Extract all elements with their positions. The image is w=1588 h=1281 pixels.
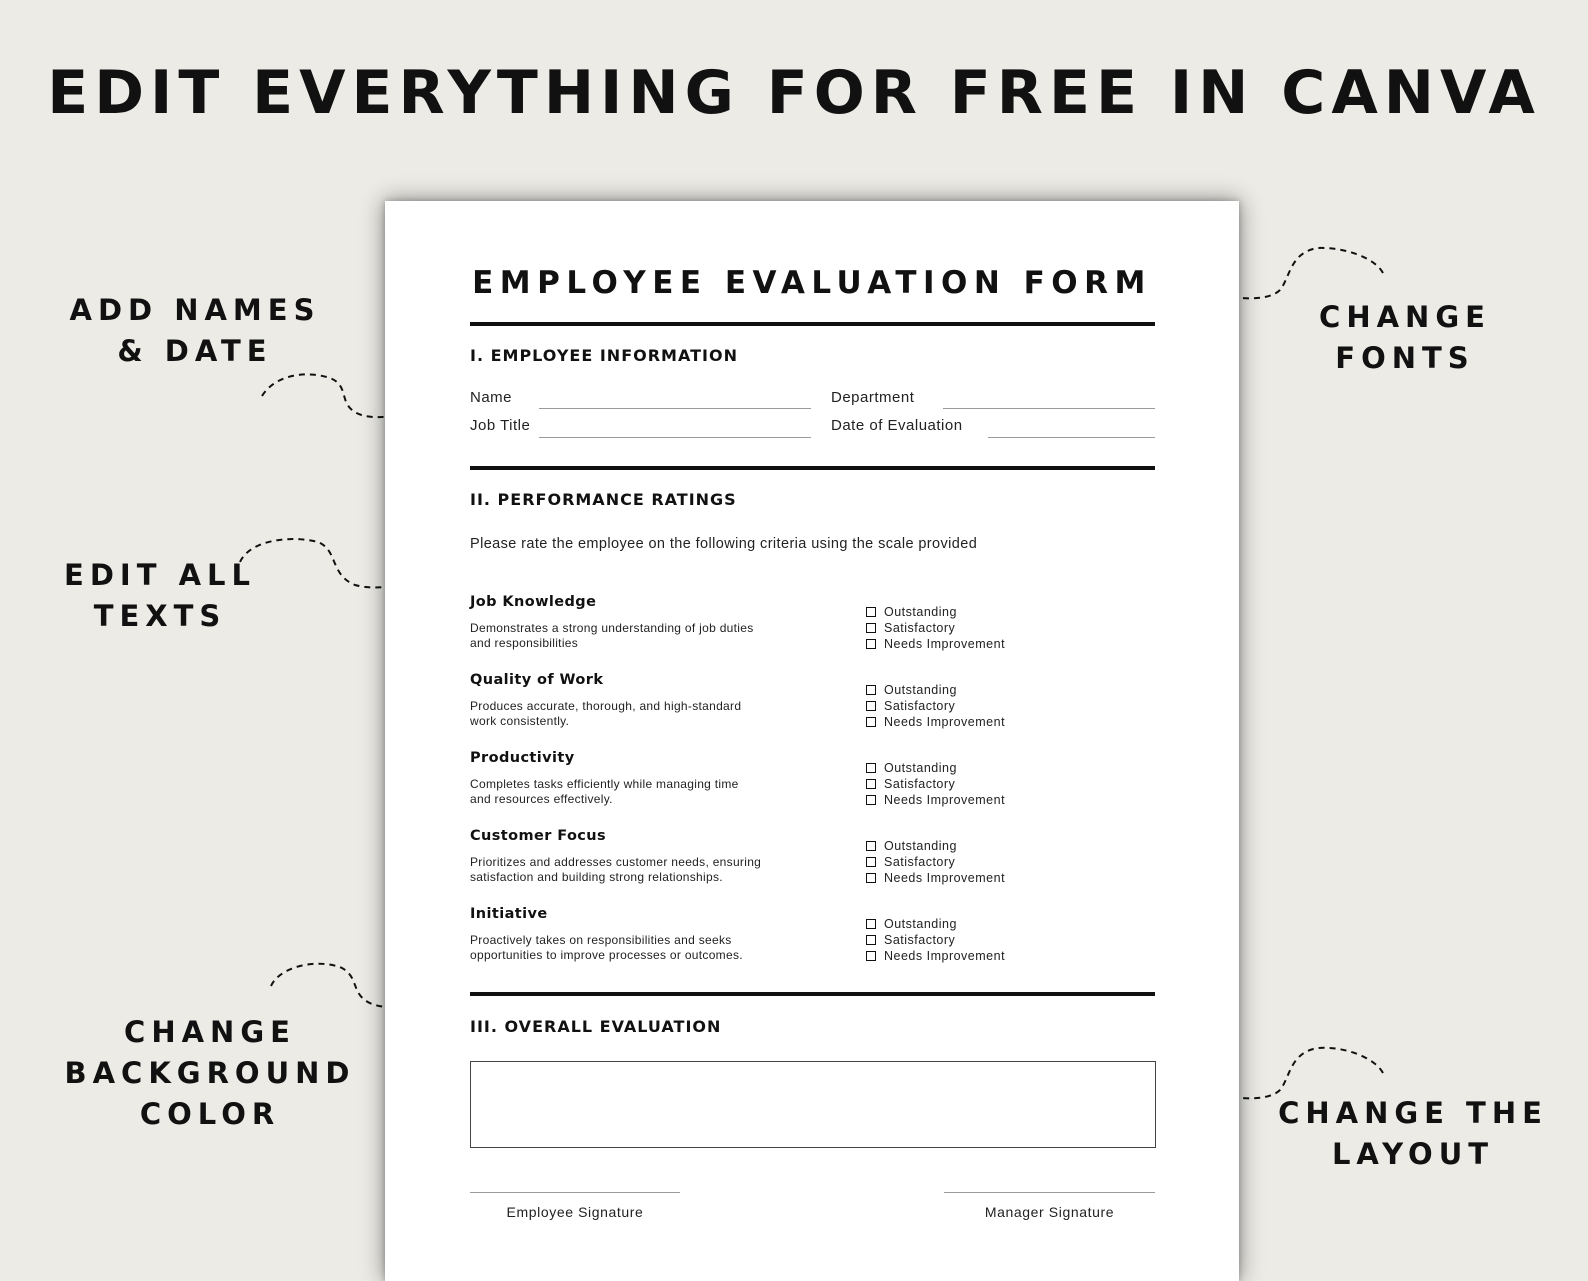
form-page <box>385 201 1239 1281</box>
option-label: Outstanding <box>884 917 957 931</box>
field-label-department: Department <box>831 389 915 406</box>
desc-line: and responsibilities <box>470 636 579 650</box>
option-label: Needs Improvement <box>884 715 1006 729</box>
criterion-description <box>470 855 800 885</box>
checkbox-icon[interactable] <box>866 607 876 617</box>
divider <box>470 322 1155 326</box>
criterion-title[interactable]: Customer Focus <box>470 828 607 844</box>
date-input-line[interactable] <box>988 437 1155 438</box>
headline: EDIT EVERYTHING FOR FREE IN CANVA <box>47 58 1541 128</box>
criterion-description <box>470 777 800 807</box>
rating-option[interactable] <box>866 776 1005 792</box>
option-label: Outstanding <box>884 839 957 853</box>
divider <box>470 992 1155 996</box>
rating-options <box>866 604 1005 652</box>
rating-option[interactable] <box>866 932 1005 948</box>
rating-option[interactable] <box>866 714 1005 730</box>
section-heading-employee-information[interactable]: I. EMPLOYEE INFORMATION <box>470 346 738 365</box>
callout-line: ADD NAMES <box>69 293 321 327</box>
checkbox-icon[interactable] <box>866 701 876 711</box>
callout-line: TEXTS <box>93 599 227 633</box>
desc-line: Completes tasks efficiently while managing time <box>470 777 739 791</box>
rating-options <box>866 760 1005 808</box>
employee-signature-line[interactable] <box>470 1192 680 1193</box>
rating-options <box>866 916 1005 964</box>
option-label: Satisfactory <box>884 855 956 869</box>
job-title-input-line[interactable] <box>539 437 811 438</box>
desc-line: and resources effectively. <box>470 792 613 806</box>
form-title[interactable]: EMPLOYEE EVALUATION FORM <box>472 265 1152 301</box>
section-heading-overall-evaluation[interactable]: III. OVERALL EVALUATION <box>470 1017 722 1036</box>
checkbox-icon[interactable] <box>866 951 876 961</box>
callout-line: LAYOUT <box>1331 1137 1495 1171</box>
desc-line: Proactively takes on responsibilities and seeks <box>470 933 732 947</box>
manager-signature-line[interactable] <box>944 1192 1155 1193</box>
rating-option[interactable] <box>866 870 1005 886</box>
rating-option[interactable] <box>866 792 1005 808</box>
callout-line: FONTS <box>1335 341 1475 375</box>
rating-option[interactable] <box>866 760 1005 776</box>
option-label: Outstanding <box>884 605 957 619</box>
option-label: Needs Improvement <box>884 871 1006 885</box>
criterion-description <box>470 699 800 729</box>
field-label-job-title: Job Title <box>470 417 531 434</box>
criterion-description <box>470 933 800 963</box>
option-label: Needs Improvement <box>884 793 1006 807</box>
checkbox-icon[interactable] <box>866 763 876 773</box>
section-heading-performance-ratings[interactable]: II. PERFORMANCE RATINGS <box>470 490 737 509</box>
checkbox-icon[interactable] <box>866 717 876 727</box>
divider <box>470 466 1155 470</box>
rating-option[interactable] <box>866 698 1005 714</box>
field-label-date-of-evaluation: Date of Evaluation <box>831 417 963 434</box>
callout-line: & DATE <box>117 334 273 368</box>
option-label: Satisfactory <box>884 933 956 947</box>
checkbox-icon[interactable] <box>866 623 876 633</box>
criterion-title[interactable]: Job Knowledge <box>470 594 597 610</box>
option-label: Satisfactory <box>884 699 956 713</box>
rating-option[interactable] <box>866 604 1005 620</box>
callout-line: BACKGROUND <box>64 1056 356 1090</box>
callout-line: CHANGE <box>1319 300 1491 334</box>
manager-signature-label: Manager Signature <box>984 1204 1115 1220</box>
rating-option[interactable] <box>866 620 1005 636</box>
rating-option[interactable] <box>866 916 1005 932</box>
rating-option[interactable] <box>866 838 1005 854</box>
desc-line: Prioritizes and addresses customer needs, ensuring <box>470 855 762 869</box>
desc-line: Demonstrates a strong understanding of job duties <box>470 621 754 635</box>
overall-evaluation-textbox[interactable] <box>470 1061 1156 1148</box>
department-input-line[interactable] <box>943 408 1155 409</box>
rating-option[interactable] <box>866 854 1005 870</box>
option-label: Needs Improvement <box>884 949 1006 963</box>
criterion-description <box>470 621 800 651</box>
option-label: Satisfactory <box>884 621 956 635</box>
checkbox-icon[interactable] <box>866 639 876 649</box>
option-label: Outstanding <box>884 683 957 697</box>
employee-signature-label: Employee Signature <box>506 1204 644 1220</box>
checkbox-icon[interactable] <box>866 857 876 867</box>
rating-option[interactable] <box>866 948 1005 964</box>
checkbox-icon[interactable] <box>866 841 876 851</box>
callout-line: CHANGE THE <box>1278 1096 1548 1130</box>
checkbox-icon[interactable] <box>866 935 876 945</box>
callout-line: COLOR <box>139 1097 281 1131</box>
field-label-name: Name <box>470 389 513 406</box>
desc-line: satisfaction and building strong relationships. <box>470 870 723 884</box>
callout-line: CHANGE <box>124 1015 296 1049</box>
desc-line: Produces accurate, thorough, and high-standard <box>470 699 742 713</box>
checkbox-icon[interactable] <box>866 873 876 883</box>
option-label: Satisfactory <box>884 777 956 791</box>
desc-line: work consistently. <box>470 714 570 728</box>
ratings-intro[interactable]: Please rate the employee on the following criteria using the scale provided <box>470 536 978 552</box>
checkbox-icon[interactable] <box>866 779 876 789</box>
criterion-title[interactable]: Quality of Work <box>470 672 604 688</box>
checkbox-icon[interactable] <box>866 685 876 695</box>
rating-options <box>866 682 1005 730</box>
rating-option[interactable] <box>866 636 1005 652</box>
criterion-title[interactable]: Productivity <box>470 750 575 766</box>
criterion-title[interactable]: Initiative <box>470 906 548 922</box>
name-input-line[interactable] <box>539 408 811 409</box>
rating-option[interactable] <box>866 682 1005 698</box>
rating-options <box>866 838 1005 886</box>
desc-line: opportunities to improve processes or outcomes. <box>470 948 743 962</box>
checkbox-icon[interactable] <box>866 919 876 929</box>
option-label: Needs Improvement <box>884 637 1006 651</box>
option-label: Outstanding <box>884 761 957 775</box>
callout-line: EDIT ALL <box>64 558 256 592</box>
checkbox-icon[interactable] <box>866 795 876 805</box>
